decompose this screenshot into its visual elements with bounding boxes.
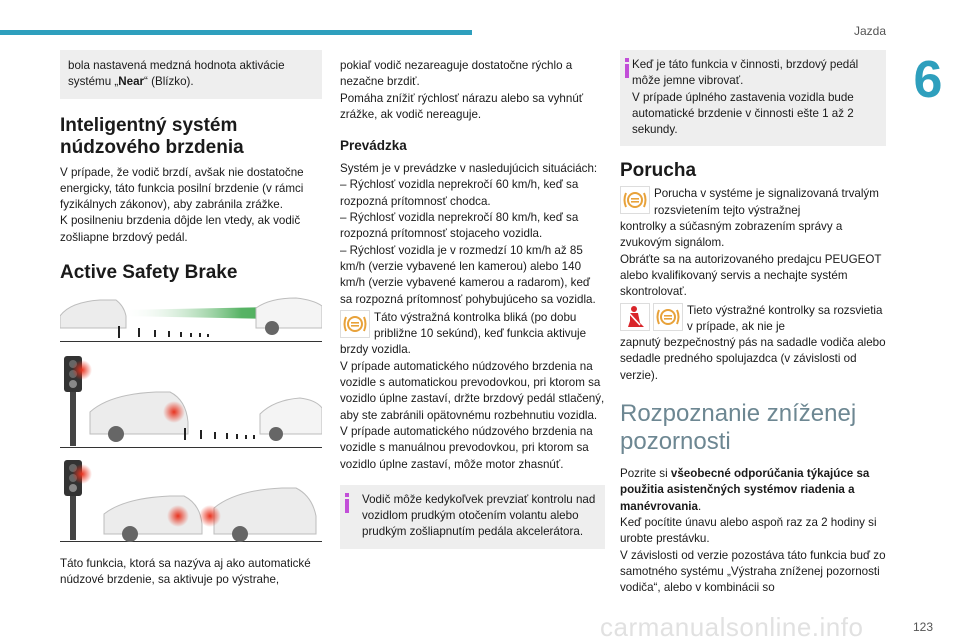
brake-warning-icon <box>340 310 370 338</box>
brake-warning-text-first: Táto výstražná kontrolka bliká (po dobu približne 10 sekúnd), keď funkcia aktivuje <box>374 310 587 341</box>
brake-warning-row <box>340 310 605 343</box>
illustration-traffic-light-collision <box>60 352 322 448</box>
column-3 <box>620 50 886 596</box>
note-box-override <box>340 485 605 549</box>
note-near-bold: Near <box>118 75 145 89</box>
heading-active-safety-brake: Active Safety Brake <box>60 262 238 284</box>
asb-intro-paragraph: pokiaľ vodič nezareaguje dostatočne rýchlo a nezačne brzdiť. Pomáha znížiť rýchlosť nárazu alebo sa vyhnúť zrážke, ak vodič nereaguje. <box>340 59 584 121</box>
driver-pre-text: Pozrite si <box>620 467 671 481</box>
driver-attention-paragraph: Keď pocítite únavu alebo aspoň raz za 2 hodiny si urobte prestávku. V závislosti od verzie pozostáva táto funkcia buď zo samotného systému „Výstraha zníženej pozornosti vodiča“, alebo v kombinácii so <box>620 515 886 595</box>
illustration-traffic-light-brake <box>60 458 322 542</box>
seatbelt-text-first: Tieto výstražné kontrolky sa rozsvietia v prípade, ak nie je <box>687 303 883 333</box>
driver-bold-text: všeobecné odporúčania týkajúce sa použitia asistenčných systémov riadenia a manévrovania <box>620 467 870 513</box>
brake-warning-icon <box>620 186 650 214</box>
fault-text-rest: kontrolky a súčasným zobrazením správy a zvukovým signálom. Obráťte sa na autorizovaného predajcu PEUGEOT alebo kvalifikovaný servis a nechajte systém skontrolovať. <box>620 220 882 299</box>
note-box-near <box>60 50 322 99</box>
prevadzka-paragraph: Systém je v prevádzke v nasledujúcich situáciách: – Rýchlosť vozidla neprekročí 60 km/h, keď sa rozpozná prítomnosť chodca. – Rýchlosť vozidla neprekročí 80 km/h, keď sa rozpozná prítomnosť stojaceho vozidla. – Rýchlosť vozidla je v rozmedzí 10 km/h až 85 km/h (verzie vybavené len kamerou) alebo 140 km/h (verzie vybavené kamerou a radarom), keď sa rozpozná prítomnosť pohybujúceho sa vozidla. <box>340 162 598 306</box>
header-accent-bar <box>0 30 472 35</box>
driver-post-text: . <box>697 499 702 513</box>
column-1 <box>60 50 322 589</box>
brake-warning-text-rest: brzdy vozidla. V prípade automatického núdzového brzdenia na vozidle s automatickou prevodovkou, pri ktorom sa vozidlo úplne zastaví, držte brzdový pedál stlačený, aby ste zabránili opätovnému rozbehnutiu vozidla. V prípade automatického núdzového brzdenia na vozidle s manuálnou prevodovkou, pri ktorom sa vozidlo úplne zastaví, môže motor zhasnúť. <box>340 343 605 471</box>
asb-paragraph: Táto funkcia, ktorá sa nazýva aj ako automatické núdzové brzdenie, sa aktivuje po výstrahe, <box>60 557 311 587</box>
note-near-text: bola nastavená medzná hodnota aktivácie systému „Near“ (Blízko). <box>68 59 285 89</box>
heading-driver-attention: Rozpoznanie zníženej pozornosti <box>620 400 857 456</box>
note-box-vibrate <box>620 50 886 146</box>
note-vibrate-text: Keď je táto funkcia v činnosti, brzdový pedál môže jemne vibrovať. V prípade úplného zastavenia vozidla bude automatické brzdenie v činnosti ešte 1 až 2 sekundy. <box>632 58 859 137</box>
chapter-number: 6 <box>896 40 960 120</box>
seatbelt-warning-icon <box>620 303 650 331</box>
watermark: carmanualsonline.info <box>600 612 864 640</box>
column-2 <box>340 58 605 549</box>
section-title: Jazda <box>853 24 886 38</box>
fault-warning-row <box>620 186 886 219</box>
driver-attention-recommendation <box>620 466 886 515</box>
seatbelt-warning-row <box>620 303 886 336</box>
ieb-paragraph: V prípade, že vodič brzdí, avšak nie dostatočne energicky, táto funkcia posilní brzdenie (v rámci fyzikálnych zákonov), aby zabránila zrážke. K posilneniu brzdenia dôjde len vtedy, ak vodič zošliapne brzdový pedál. <box>60 165 304 244</box>
heading-intelligent-braking: Inteligentný systém núdzového brzdenia <box>60 114 244 158</box>
page-number: 123 <box>913 620 934 634</box>
illustration-vehicle-approach <box>60 296 322 342</box>
seatbelt-text-rest: zapnutý bezpečnostný pás na sadadle vodiča alebo sedadle predného spolujazdca (v závislosti od verzie). <box>620 336 886 382</box>
brake-warning-icon <box>653 303 683 331</box>
heading-prevadzka: Prevádzka <box>340 138 407 154</box>
fault-text-first: Porucha v systéme je signalizovaná trvalým rozsvietením tejto výstražnej <box>654 187 879 217</box>
info-icon <box>624 58 630 78</box>
heading-porucha: Porucha <box>620 160 697 182</box>
info-icon <box>344 493 350 513</box>
note-override-text: Vodič môže kedykoľvek prevziať kontrolu nad vozidlom prudkým otočením volantu alebo prudkým zošliapnutím pedála akcelerátora. <box>362 492 596 539</box>
